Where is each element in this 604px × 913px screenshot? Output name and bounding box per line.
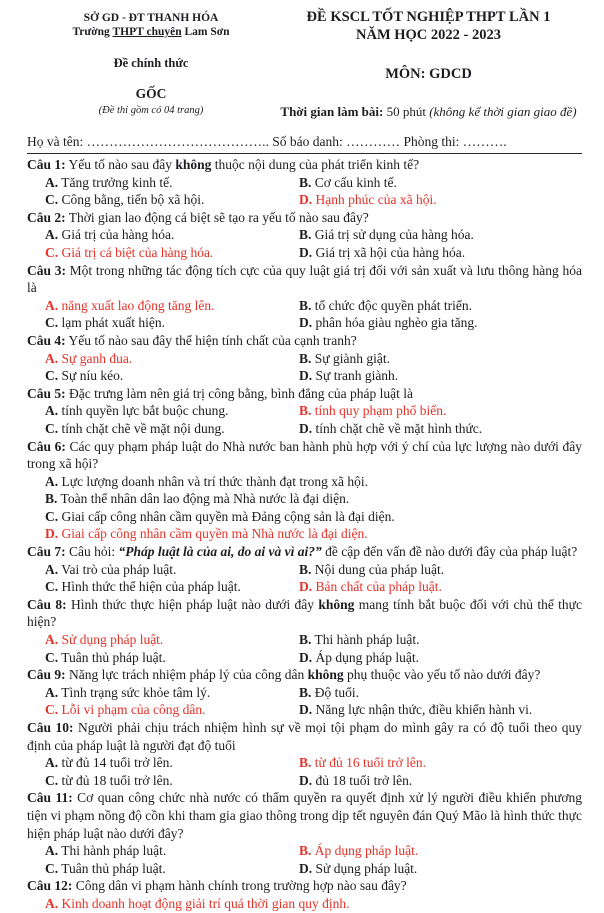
- option-letter: C.: [45, 579, 59, 595]
- answer-options: [27, 895, 582, 913]
- answer-options: [27, 402, 582, 437]
- answer-option: C. từ đủ 18 tuổi trở lên.: [45, 772, 173, 788]
- question: [27, 385, 582, 438]
- option-letter: D.: [299, 315, 313, 331]
- answer-option-correct: B. từ đủ 16 tuổi trở lên.: [299, 755, 426, 771]
- stem-text: Một trong những tác động tích cực của quy luật giá trị đối với sản xuất và lưu thông hàng hóa là: [27, 262, 582, 296]
- question-number: Câu 12:: [27, 878, 73, 894]
- option-letter: C.: [45, 368, 59, 384]
- answer-option: C. Hình thức thể hiện của pháp luật.: [45, 579, 241, 595]
- stem-text: Yếu tố nào sau đây thể hiện tính chất của cạnh tranh?: [65, 332, 357, 348]
- question-stem: [27, 719, 582, 754]
- option-letter: D.: [299, 860, 313, 876]
- exam-title-line1: ĐỀ KSCL TỐT NGHIỆP THPT LẦN 1: [306, 9, 551, 25]
- answer-options: [27, 561, 582, 596]
- answer-options: [27, 174, 582, 209]
- question-stem: [27, 666, 582, 684]
- question: [27, 596, 582, 666]
- question-stem: [27, 596, 582, 631]
- question: [27, 156, 582, 209]
- answer-option-correct: D. Giai cấp công nhân cầm quyền mà Nhà nước là đại diện.: [45, 526, 368, 542]
- stem-text: Công dân vi phạm hành chính trong trường hợp nào sau đây?: [72, 878, 407, 894]
- answer-options: [27, 473, 582, 543]
- answer-option: B. tổ chức độc quyền phát triển.: [299, 297, 473, 313]
- question-number: Câu 4:: [27, 332, 66, 348]
- answer-option: B. Nội dung của pháp luật.: [299, 561, 445, 577]
- answer-option: A. Tình trạng sức khỏe tâm lý.: [45, 684, 211, 700]
- option-letter: B.: [299, 297, 312, 313]
- answer-option: D. Năng lực nhận thức, điều khiển hành vi.: [299, 702, 533, 718]
- question: [27, 666, 582, 719]
- question-stem: [27, 262, 582, 297]
- candidate-info-row: [27, 133, 582, 154]
- answer-options: [27, 297, 582, 332]
- name-label: Họ và tên:: [27, 134, 87, 149]
- school-name: Trường THPT chuyên Lam Sơn: [72, 26, 230, 38]
- stem-text: không: [175, 157, 212, 172]
- question-stem: [27, 877, 582, 895]
- option-letter: D.: [299, 420, 313, 436]
- answer-option: A. tính quyền lực bắt buộc chung.: [45, 403, 229, 419]
- option-letter: B.: [45, 491, 58, 507]
- option-letter: C.: [45, 649, 59, 665]
- question-stem: [27, 156, 582, 174]
- option-letter: B.: [299, 350, 312, 366]
- name-blank-field: …………………………………..: [86, 134, 269, 149]
- option-letter: D.: [45, 526, 59, 542]
- stem-text: không: [318, 596, 355, 612]
- answer-option: A. từ đủ 14 tuổi trở lên.: [45, 755, 173, 771]
- question: [27, 543, 582, 596]
- option-letter: C.: [45, 192, 59, 208]
- candidate-number-blank-field: …………: [346, 134, 401, 149]
- answer-option: A. Lực lượng doanh nhân và trí thức thành đạt trong xã hội.: [45, 473, 369, 489]
- option-letter: B.: [299, 843, 312, 859]
- answer-option: C. tính chặt chẽ về mặt nội dung.: [45, 420, 225, 436]
- stem-text: Yếu tố nào sau đây: [65, 157, 176, 172]
- question: [27, 332, 582, 385]
- question: [27, 262, 582, 332]
- question-number: Câu 7:: [27, 544, 66, 560]
- option-letter: A.: [45, 174, 59, 190]
- option-letter: A.: [45, 403, 59, 419]
- stem-text: mang tính bắt buộc đối với chủ thể thực hiện?: [27, 596, 582, 630]
- option-letter: C.: [45, 244, 59, 260]
- option-letter: D.: [299, 192, 313, 208]
- option-letter: A.: [45, 843, 59, 859]
- answer-option: B. Toàn thể nhân dân lao động mà Nhà nước là đại diện.: [45, 491, 350, 507]
- stem-text: phụ thuộc vào yếu tố nào dưới đây?: [343, 667, 541, 683]
- stem-text: Các quy phạm pháp luật do Nhà nước ban hành phù hợp với ý chí của lực lượng nào dưới đây trong xã hội?: [27, 438, 582, 472]
- question-number: Câu 10:: [27, 720, 74, 735]
- exam-duration: Thời gian làm bài: 50 phút (không kể thời gian giao đề): [280, 104, 577, 119]
- answer-option-correct: A. năng xuất lao động tăng lên.: [45, 297, 215, 313]
- exam-room-blank-field: ……….: [462, 134, 507, 149]
- question-number: Câu 5:: [27, 385, 66, 401]
- exam-room-label: Phòng thi:: [400, 134, 463, 149]
- stem-text: Hình thức thực hiện pháp luật nào dưới đây: [66, 596, 319, 612]
- exam-title-line2: NĂM HỌC 2022 - 2023: [356, 27, 501, 43]
- page-count-note: (Đề thi gồm có 04 trang): [98, 105, 204, 116]
- answer-options: [27, 842, 582, 877]
- stem-text: Câu hỏi:: [65, 544, 119, 560]
- option-letter: D.: [299, 649, 313, 665]
- question: [27, 719, 582, 789]
- option-letter: A.: [45, 684, 59, 700]
- stem-text: đề cập đến vấn đề nào dưới đây của pháp luật?: [321, 544, 578, 560]
- answer-option-correct: C. Lỗi vi phạm của công dân.: [45, 702, 206, 718]
- answer-option-correct: D. Hạnh phúc của xã hội.: [299, 192, 437, 208]
- answer-option: D. tính chặt chẽ về mặt hình thức.: [299, 420, 483, 436]
- stem-text: Người phải chịu trách nhiệm hình sự về mọi tội phạm do mình gây ra có độ tuổi theo quy định của pháp luật là người đạt độ tuổi: [27, 720, 582, 753]
- answer-option: A. Vai trò của pháp luật.: [45, 561, 177, 577]
- option-letter: D.: [299, 702, 313, 718]
- question: [27, 789, 582, 877]
- option-letter: C.: [45, 702, 59, 718]
- department-name: SỞ GD - ĐT THANH HÓA: [83, 12, 219, 24]
- option-letter: A.: [45, 227, 59, 243]
- answer-option: C. Công bằng, tiến bộ xã hội.: [45, 192, 205, 208]
- option-letter: B.: [299, 755, 312, 771]
- stem-text: Cơ quan công chức nhà nước có thẩm quyền ra quyết định xử lý người điều khiển phương tiện vi phạm nồng độ cồn khi tham gia giao thông trong dịp tết nguyên đán Quý Mão là hình thức thực hiện pháp luật nào dưới đây?: [27, 790, 583, 841]
- answer-options: [27, 631, 582, 666]
- answer-option-correct: A. Sử dụng pháp luật.: [45, 632, 164, 648]
- question-stem: [27, 438, 582, 473]
- answer-option-correct: A. Sự ganh đua.: [45, 350, 133, 366]
- option-letter: B.: [299, 632, 312, 648]
- answer-option-correct: B. tính quy phạm phổ biến.: [299, 403, 447, 419]
- answer-option-correct: A. Kinh doanh hoạt động giải trí quá thời gian quy định.: [45, 895, 350, 911]
- option-letter: D.: [299, 368, 313, 384]
- answer-option: B. Sự giành giật.: [299, 350, 390, 366]
- option-letter: B.: [299, 403, 312, 419]
- stem-text: “Pháp luật là của ai, do ai và vì ai?”: [118, 544, 322, 560]
- stem-text: Thời gian lao động cá biệt sẽ tạo ra yếu tố nào sau đây?: [65, 209, 369, 225]
- answer-option: C. Tuân thủ pháp luật.: [45, 649, 166, 665]
- question-stem: [27, 332, 582, 350]
- answer-option: C. Giai cấp công nhân cầm quyền mà Đảng cộng sản là đại diện.: [45, 508, 395, 524]
- option-letter: C.: [45, 420, 59, 436]
- question-number: Câu 9:: [27, 667, 66, 683]
- header-right-block: [275, 8, 582, 120]
- option-letter: A.: [45, 755, 59, 771]
- answer-option: B. Thi hành pháp luật.: [299, 632, 420, 648]
- question-stem: [27, 385, 582, 403]
- stem-text: Năng lực trách nhiệm pháp lý của công dân: [65, 667, 308, 683]
- answer-options: [27, 754, 582, 789]
- option-letter: A.: [45, 473, 59, 489]
- stem-text: thuộc nội dung của phát triển kinh tế?: [211, 157, 420, 172]
- answer-option: D. đủ 18 tuổi trở lên.: [299, 772, 413, 788]
- candidate-number-label: Số báo danh:: [268, 134, 347, 149]
- answer-option: D. phân hóa giàu nghèo gia tăng.: [299, 315, 478, 331]
- option-letter: A.: [45, 632, 59, 648]
- answer-options: [27, 226, 582, 261]
- option-letter: B.: [299, 684, 312, 700]
- answer-option-correct: B. Áp dụng pháp luật.: [299, 843, 419, 859]
- question-stem: [27, 209, 582, 227]
- answer-option: D. Giá trị xã hội của hàng hóa.: [299, 244, 466, 260]
- option-letter: D.: [299, 244, 313, 260]
- answer-option: C. lạm phát xuất hiện.: [45, 315, 165, 331]
- option-letter: B.: [299, 561, 312, 577]
- answer-options: [27, 350, 582, 385]
- option-letter: D.: [299, 579, 313, 595]
- question-number: Câu 6:: [27, 438, 66, 454]
- answer-option-correct: C. Giá trị cá biệt của hàng hóa.: [45, 244, 214, 260]
- answer-option: B. Cơ cấu kinh tế.: [299, 174, 397, 190]
- question-stem: [27, 789, 582, 842]
- option-letter: A.: [45, 297, 59, 313]
- exam-header: [27, 8, 582, 120]
- option-letter: D.: [299, 772, 313, 788]
- option-letter: A.: [45, 350, 59, 366]
- school-name-underlined: THPT chuyên: [112, 26, 182, 38]
- answer-option-correct: D. Bản chất của pháp luật.: [299, 579, 442, 595]
- question: [27, 209, 582, 262]
- option-letter: B.: [299, 174, 312, 190]
- question-number: Câu 8:: [27, 596, 67, 612]
- header-left-block: [27, 8, 275, 117]
- option-letter: A.: [45, 895, 59, 911]
- answer-option: B. Giá trị sử dụng của hàng hóa.: [299, 227, 474, 243]
- question-number: Câu 2:: [27, 209, 66, 225]
- option-letter: C.: [45, 860, 59, 876]
- question-number: Câu 11:: [27, 790, 73, 806]
- answer-option: A. Tăng trưởng kinh tế.: [45, 174, 173, 190]
- option-letter: C.: [45, 772, 59, 788]
- stem-text: Đặc trưng làm nên giá trị công bằng, bình đẳng của pháp luật là: [65, 385, 413, 401]
- stem-text: không: [307, 667, 344, 683]
- option-letter: C.: [45, 508, 59, 524]
- answer-option: D. Sự tranh giành.: [299, 368, 399, 384]
- questions-list: [27, 156, 582, 913]
- exam-version-label: GỐC: [135, 86, 167, 101]
- question-number: Câu 3:: [27, 262, 66, 278]
- answer-option: C. Sự níu kéo.: [45, 368, 124, 384]
- answer-option: D. Sử dụng pháp luật.: [299, 860, 418, 876]
- option-letter: B.: [299, 227, 312, 243]
- option-letter: C.: [45, 315, 59, 331]
- answer-option: A. Thi hành pháp luật.: [45, 843, 167, 859]
- option-letter: A.: [45, 561, 59, 577]
- answer-option: B. Độ tuổi.: [299, 684, 360, 700]
- official-exam-label: Đề chính thức: [113, 56, 189, 70]
- answer-options: [27, 684, 582, 719]
- exam-subject: MÔN: GDCD: [385, 66, 472, 82]
- question: [27, 877, 582, 912]
- answer-option: C. Tuân thủ pháp luật.: [45, 860, 166, 876]
- question-number: Câu 1:: [27, 157, 66, 172]
- question-stem: [27, 543, 582, 561]
- answer-option: A. Giá trị của hàng hóa.: [45, 227, 175, 243]
- question: [27, 438, 582, 544]
- answer-option: D. Áp dụng pháp luật.: [299, 649, 419, 665]
